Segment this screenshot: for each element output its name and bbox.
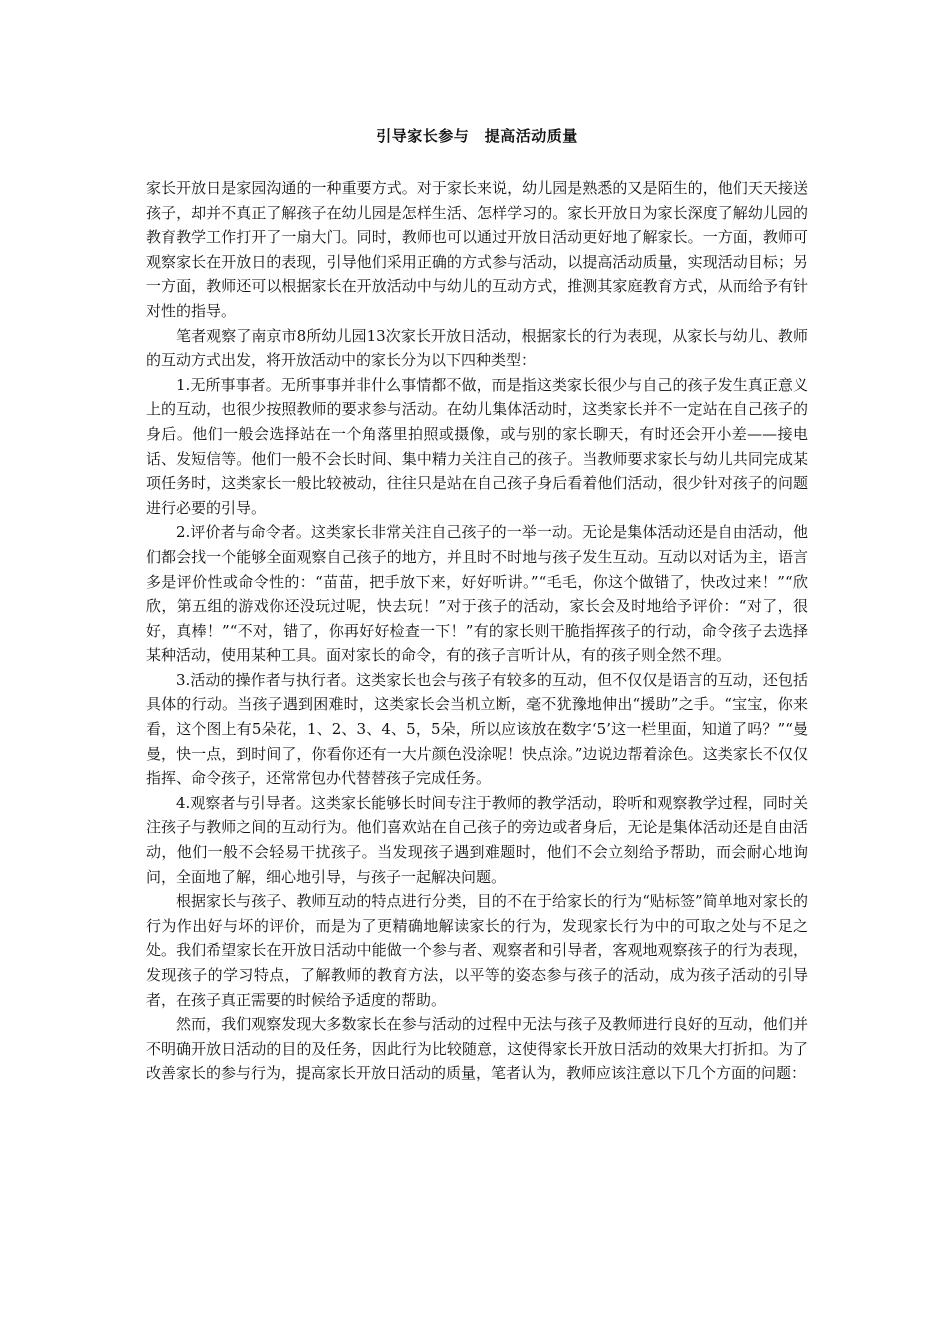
paragraph-type-4: 4.观察者与引导者。这类家长能够长时间专注于教师的教学活动，聆听和观察教学过程，同时关注孩子与教师之间的互动行为。他们喜欢站在自己孩子的旁边或者身后，无论是集体活动还是自由活动，他们一般不会轻易干扰孩子。当发现孩子遇到难题时，他们不会立刻给予帮助，而会耐心地询问，全面地了解，细心地引导，与孩子一起解决问题。 [146,793,808,886]
document-title: 引导家长参与 提高活动质量 [376,127,578,145]
paragraph-type-2: 2.评价者与命令者。这类家长非常关注自己孩子的一举一动。无论是集体活动还是自由活动，他们都会找一个能够全面观察自己孩子的地方，并且时不时地与孩子发生互动。互动以对话为主，语言多是评价性或命令性的：“苗苗，把手放下来，好好听讲。”“毛毛，你这个做错了，快改过来！”“欣欣，第五组的游戏你还没玩过呢，快去玩！”对于孩子的活动，家长会及时地给予评价：“对了，很好，真棒！”“不对，错了，你再好好检查一下！”有的家长则干脆指挥孩子的行动，命令孩子去选择某种活动，使用某种工具。面对家长的命令，有的孩子言听计从，有的孩子则全然不理。 [146,523,808,665]
paragraph-intro: 家长开放日是家园沟通的一种重要方式。对于家长来说，幼儿园是熟悉的又是陌生的，他们天天接送孩子，却并不真正了解孩子在幼儿园是怎样生活、怎样学习的。家长开放日为家长深度了解幼儿园的教育教学工作打开了一扇大门。同时，教师也可以通过开放日活动更好地了解家长。一方面，教师可观察家长在开放日的表现，引导他们采用正确的方式参与活动，以提高活动质量，实现活动目标；另一方面，教师还可以根据家长在开放活动中与幼儿的互动方式，推测其家庭教育方式，从而给予有针对性的指导。 [146,179,808,320]
paragraph-classification: 根据家长与孩子、教师互动的特点进行分类，目的不在于给家长的行为“贴标签”简单地对家长的行为作出好与坏的评价，而是为了更精确地解读家长的行为，发现家长行为中的可取之处与不足之处。我们希望家长在开放日活动中能做一个参与者、观察者和引导者，客观地观察孩子的行为表现，发现孩子的学习特点，了解教师的教育方法，以平等的姿态参与孩子的活动，成为孩子活动的引导者，在孩子真正需要的时候给予适度的帮助。 [146,892,808,1009]
paragraph-type-1: 1.无所事事者。无所事事并非什么事情都不做，而是指这类家长很少与自己的孩子发生真正意义上的互动，也很少按照教师的要求参与活动。在幼儿集体活动时，这类家长并不一定站在自己孩子的身后。他们一般会选择站在一个角落里拍照或摄像，或与别的家长聊天，有时还会开小差——接电话、发短信等。他们一般不会长时间、集中精力关注自己的孩子。当教师要求家长与幼儿共同完成某项任务时，这类家长一般比较被动，往往只是站在自己孩子身后看着他们活动，很少针对孩子的问题进行必要的引导。 [146,375,808,517]
paragraph-type-3: 3.活动的操作者与执行者。这类家长也会与孩子有较多的互动，但不仅仅是语言的互动，还包括具体的行动。当孩子遇到困难时，这类家长会当机立断，毫不犹豫地伸出“援助”之手。“宝宝，你来看，这个图上有5朵花，1、2、3、4、5，5朵，所以应该放在数字‘5’这一栏里面，知道了吗？”“曼曼，快一点，到时间了，你看你还有一大片颜色没涂呢！快点涂。”边说边帮着涂色。这类家长不仅仅指挥、命令孩子，还常常包办代替替孩子完成任务。 [146,670,808,788]
paragraph-observation: 笔者观察了南京市8所幼儿园13次家长开放日活动，根据家长的行为表现，从家长与幼儿、教师的互动方式出发，将开放活动中的家长分为以下四种类型： [146,326,808,370]
document-page [146,124,808,1086]
paragraph-conclusion: 然而，我们观察发现大多数家长在参与活动的过程中无法与孩子及教师进行良好的互动，他们并不明确开放日活动的目的及任务，因此行为比较随意，这使得家长开放日活动的效果大打折扣。为了改善家长的参与行为，提高家长开放日活动的质量，笔者认为，教师应该注意以下几个方面的问题： [146,1015,808,1083]
